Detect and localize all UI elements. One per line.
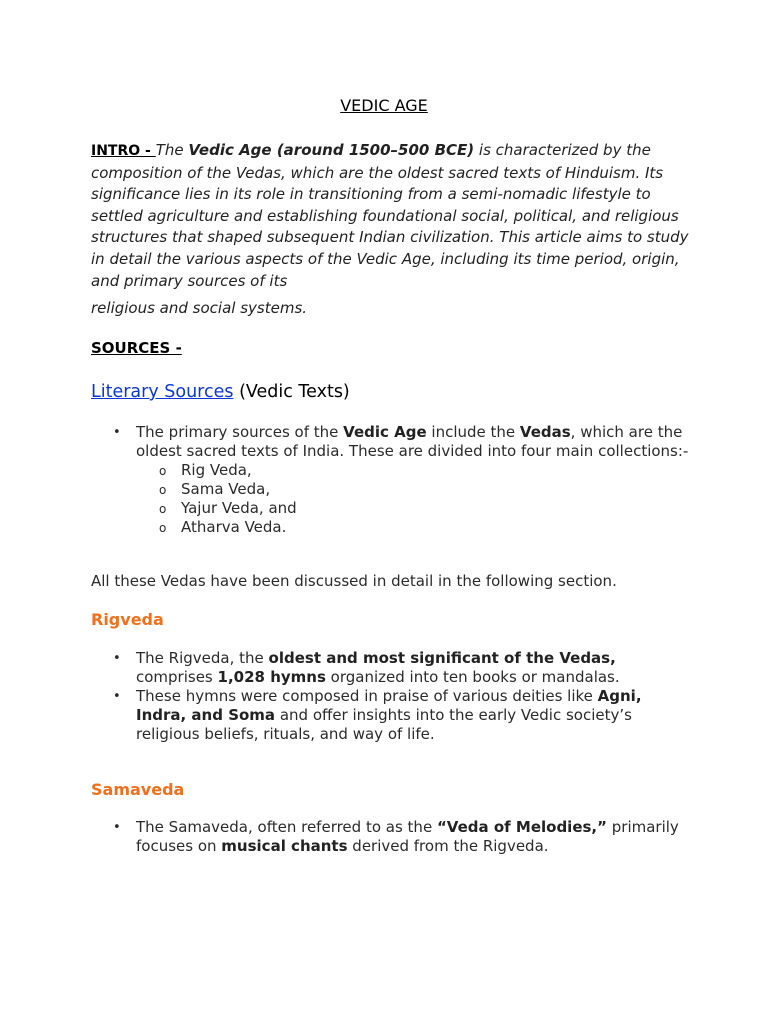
list-item [136, 818, 691, 856]
bullet-text: comprises [136, 668, 218, 686]
literary-sources-suffix: (Vedic Texts) [233, 382, 350, 402]
list-item [136, 649, 691, 687]
sub-list-item: o Sama Veda, [181, 480, 691, 499]
sources-heading: SOURCES - [91, 339, 182, 357]
bullet-bold: 1,028 hymns [217, 668, 326, 686]
rigveda-section [91, 649, 691, 744]
vedas-sub-list [136, 461, 691, 537]
bullet-text: , which are the oldest sacred texts of India. These are divided into four main collections:- [136, 423, 689, 460]
bullet-text: derived from the Rigveda. [347, 837, 549, 855]
bullet-bold: Vedic Age [343, 423, 427, 441]
sub-list-item: o Rig Veda, [181, 461, 691, 480]
all-vedas-text: All these Vedas have been discussed in detail in the following section. [91, 572, 617, 590]
bullet-text: organized into ten books or mandalas. [325, 668, 620, 686]
page-title: VEDIC AGE [340, 96, 428, 115]
bullet-bold: oldest and most significant of the Vedas, [268, 649, 616, 667]
literary-list-section [91, 423, 691, 537]
intro-text: is characterized by the composition of the Vedas, which are the oldest sacred texts of Hinduism. Its significance lies in its role in transitioning from a semi-nomadic lifestyle to settled agriculture and establishing foundational social, political, and religious structures that shaped subsequent Indian civilization. This article aims to study in detail the various aspects of the Vedic Age, including its time period, origin, and primary sources of its [91, 141, 689, 290]
sub-list-item: o Atharva Veda. [181, 518, 691, 537]
bullet-bold: Agni, Indra, and Soma [136, 687, 642, 724]
samaveda-section [91, 818, 691, 856]
bullet-text: include the [426, 423, 520, 441]
bullet-text: primarily focuses on [136, 818, 679, 855]
rigveda-heading: Rigveda [91, 610, 164, 629]
samaveda-heading: Samaveda [91, 780, 185, 799]
intro-label: INTRO - [91, 143, 156, 159]
intro-last-line: religious and social systems. [91, 299, 308, 318]
bullet-text: and offer insights into the early Vedic society’s religious beliefs, rituals, and way of life. [136, 706, 632, 743]
samaveda-bullet-list [91, 818, 691, 856]
list-item [136, 423, 691, 537]
rigveda-bullet-list [91, 649, 691, 744]
bullet-text: The Rigveda, the [136, 649, 269, 667]
intro-bold: Vedic Age (around 1500–500 BCE) [188, 141, 475, 159]
bullet-bold: Vedas [519, 423, 571, 441]
bullet-text: The primary sources of the [136, 423, 344, 441]
literary-sources-heading [91, 382, 350, 402]
intro-the: The [155, 141, 189, 159]
literary-bullet-list [91, 423, 691, 537]
literary-sources-link[interactable]: Literary Sources [91, 382, 234, 402]
bullet-bold: “Veda of Melodies,” [436, 818, 607, 836]
bullet-text: These hymns were composed in praise of various deities like [136, 687, 598, 705]
sub-list-item: o Yajur Veda, and [181, 499, 691, 518]
list-item [136, 687, 691, 744]
intro-paragraph [91, 140, 691, 320]
bullet-text: The Samaveda, often referred to as the [136, 818, 437, 836]
bullet-bold: musical chants [221, 837, 348, 855]
